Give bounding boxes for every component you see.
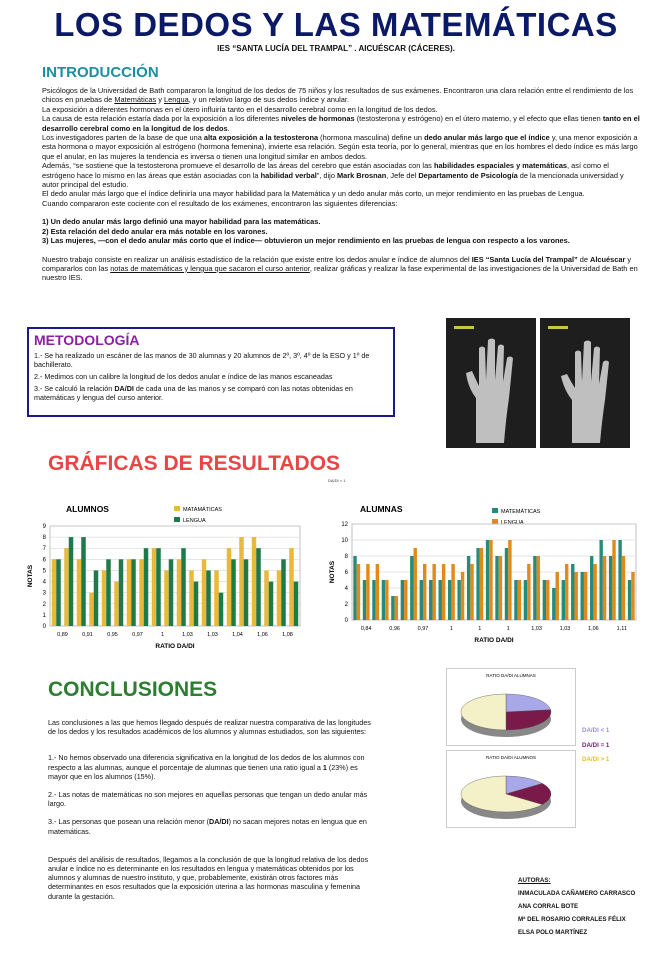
x-tick-label: 1,03 [182, 632, 193, 638]
bar [562, 580, 565, 620]
authors-heading: AUTORAS: [518, 877, 551, 884]
metodologia-box [27, 327, 395, 417]
finding-2: 2) Esta relación del dedo anular era más notable en los varones. [42, 226, 268, 236]
bar [152, 548, 157, 626]
bar [106, 559, 111, 626]
intro-paragraph: Psicólogos de la Universidad de Bath compararon la longitud de los dedos de 75 niños y los resultados de sus exámenes. Encontraron una clara relación entre el rendimiento de los chicos en pruebas de Matemáticas y Lengua, y un relativo largo de sus dedos índice y anular. [42, 86, 634, 105]
bar [81, 537, 86, 626]
author-name: INMACULADA CAÑAMERO CARRASCO [518, 890, 636, 897]
bar [194, 582, 199, 626]
intro-paragraph: Los investigadores parten de la base de que una alta exposición a la testosterona (hormona masculina) define un dedo anular más largo que el índice y, una menor exposición a esta hormona o mayor exposición al estrógeno (hormona femenina), invierte esa relación. Según esta teoría, por lo general, mientras que en los hombres el dedo índice es más largo que el anular, en las mujeres la tendencia es inversa o tienen una longitud similar en ambos dedos. [42, 133, 638, 161]
x-axis-label: RATIO DA/DI [155, 643, 195, 650]
metodologia-step-3: 3.- Se calculó la relación DA/DI de cada una de las manos y se comparó con las notas obtenidas en matemáticas y lengua del curso anterior. [34, 384, 353, 402]
bar [206, 570, 211, 626]
bar [353, 556, 356, 620]
bar [139, 559, 144, 626]
x-tick-label: 1,04 [232, 632, 243, 638]
bar [144, 548, 149, 626]
legend-label: MATEMÁTICAS [501, 509, 541, 515]
bar [533, 556, 536, 620]
bar [363, 580, 366, 620]
conclusion-2: 2.- Las notas de matemáticas no son mejores en aquellas personas que tengan un dedo anular más largo. [48, 790, 368, 809]
conclusion-1: 1.- No hemos observado una diferencia significativa en la longitud de los dedos de los alumnos con respecto a las alumnas, aunque el porcentaje de alumnas que tienen una ratio igual a 1 (23%) es mayor que en los alumnos (15%). [48, 753, 365, 781]
legend-swatch [492, 508, 498, 513]
bar [609, 556, 612, 620]
legend-label: LENGUA [183, 518, 206, 524]
x-tick-label: 1 [449, 626, 453, 632]
y-tick-label: 1 [42, 612, 46, 619]
x-axis-label: RATIO DA/DI [474, 637, 514, 644]
legend-swatch [492, 519, 498, 524]
bar [382, 580, 385, 620]
bar [169, 559, 174, 626]
x-tick-label: 1,11 [616, 626, 627, 632]
x-tick-label: 1 [478, 626, 482, 632]
x-tick-label: 1,03 [207, 632, 218, 638]
pie-alumnos [446, 750, 576, 828]
hand-scan-1 [446, 318, 536, 448]
pie-legend-lt: DA/DI < 1 [582, 727, 610, 734]
chart-alumnas [330, 498, 640, 648]
resultados-heading: GRÁFICAS DE RESULTADOS [48, 452, 341, 475]
pie-legend-gt: DA/DI > 1 [582, 756, 610, 763]
bar [231, 559, 236, 626]
bar [628, 580, 631, 620]
bar [64, 548, 69, 626]
bar [357, 564, 360, 620]
y-tick-label: 0 [42, 624, 46, 630]
bar [514, 580, 517, 620]
bar [457, 580, 460, 620]
bar [401, 580, 404, 620]
y-tick-label: 3 [42, 590, 46, 597]
bar [376, 564, 379, 620]
bar [94, 570, 99, 626]
bar [499, 556, 502, 620]
y-tick-label: 4 [42, 579, 46, 586]
hand-scan-2 [540, 318, 630, 448]
x-tick-label: 1,08 [282, 632, 293, 638]
bar [156, 548, 161, 626]
bar [269, 582, 274, 626]
bar [227, 548, 232, 626]
x-tick-label: 1,03 [559, 626, 571, 632]
x-tick-label: 0,84 [360, 626, 372, 632]
bar [429, 580, 432, 620]
bar [177, 559, 182, 626]
bar [89, 593, 94, 626]
bar [486, 540, 489, 620]
conclusiones-heading: CONCLUSIONES [48, 678, 218, 701]
bar [181, 548, 186, 626]
legend-label: LENGUA [501, 520, 524, 526]
y-tick-label: 2 [42, 601, 46, 608]
y-tick-label: 7 [42, 546, 46, 553]
bar [448, 580, 451, 620]
x-tick-label: 1,06 [588, 626, 599, 632]
bar [574, 572, 577, 620]
bar [489, 540, 492, 620]
bar [256, 548, 261, 626]
y-tick-label: 5 [42, 568, 46, 575]
pie-alumnas [446, 668, 576, 746]
bar [127, 559, 132, 626]
bar [372, 580, 375, 620]
pie-legend-eq: DA/DI = 1 [582, 742, 610, 749]
metodologia-step-1: 1.- Se ha realizado un escáner de las manos de 30 alumnas y 20 alumnos de 2º, 3º, 4º de la ESO y 1º de bachillerato. [34, 351, 370, 369]
bar [603, 556, 606, 620]
author-name: Mª DEL ROSARIO CORRALES FÉLIX [518, 916, 626, 923]
bar [77, 559, 82, 626]
bar [599, 540, 602, 620]
bar [189, 570, 194, 626]
bar [508, 540, 511, 620]
y-tick-label: 12 [341, 522, 348, 528]
bar [543, 580, 546, 620]
bar [202, 559, 207, 626]
bar [244, 559, 249, 626]
intro-paragraph: Nuestro trabajo consiste en realizar un análisis estadístico de la relación que existe entre los dedos anular e índice de alumnos del IES “Santa Lucía del Trampal” de Alcuéscar y compararlos con las notas de matemáticas y lengua que sacaron el curso anterior, realizar gráficas y realizar la fase experimental de las investigaciones de la Universidad de Bath en nuestro IES. [42, 254, 638, 283]
intro-text [42, 86, 642, 283]
y-tick-label: 8 [344, 554, 348, 560]
bar [423, 564, 426, 620]
bar [410, 556, 413, 620]
bar [404, 580, 407, 620]
chart-title: ALUMNAS [360, 504, 403, 514]
y-axis-label: NOTAS [329, 560, 336, 584]
bar [131, 559, 136, 626]
legend-swatch [174, 506, 180, 511]
bar [518, 580, 521, 620]
author-name: ANA CORRAL BOTE [518, 903, 579, 910]
x-tick-label: 0,97 [417, 626, 429, 632]
bar [590, 556, 593, 620]
y-tick-label: 4 [344, 586, 348, 592]
poster-subtitle: IES “SANTA LUCÍA DEL TRAMPAL” . AICUÉSCAR (CÁCERES). [217, 44, 455, 53]
bar [565, 564, 568, 620]
bar [432, 564, 435, 620]
y-tick-label: 8 [42, 535, 46, 542]
bar [420, 580, 423, 620]
x-tick-label: 0,91 [82, 632, 93, 638]
metodologia-heading: METODOLOGÍA [34, 332, 140, 348]
bar [618, 540, 621, 620]
x-tick-label: 1 [160, 632, 165, 638]
bar [537, 556, 540, 620]
bar [556, 572, 559, 620]
y-tick-label: 10 [341, 538, 348, 544]
bar [239, 537, 244, 626]
chart-alumnos [22, 498, 302, 648]
x-tick-label: 0,89 [57, 632, 68, 638]
bar [524, 580, 527, 620]
finding-3: 3) Las mujeres, —con el dedo anular más corto que el índice— obtuvieron un mejor rendimiento en las pruebas de lengua con respecto a los varones. [42, 236, 570, 246]
bar [442, 564, 445, 620]
intro-paragraph: La causa de esta relación estaría dada por la exposición a los diferentes niveles de hormonas (testosterona y estrógeno) en el útero materno, y el efecto que ellas tienen tanto en el desarrollo cerebral como en la longitud de los dedos. [42, 114, 640, 133]
bar [219, 593, 224, 626]
bar [414, 548, 417, 620]
bar [56, 559, 61, 626]
resultados-note: DA/DI < 1 [328, 478, 346, 483]
bar [622, 556, 625, 620]
bar [631, 572, 634, 620]
bar [470, 564, 473, 620]
pie-title: RATIO DA/DI ALUMNAS [486, 673, 536, 678]
bar [289, 548, 294, 626]
intro-paragraph: La exposición a diferentes hormonas en el útero influiría tanto en el desarrollo cerebral como en la longitud de los dedos. [42, 104, 438, 114]
intro-paragraph: Cuando compararon este cociente con el resultado de los exámenes, encontraron las siguientes diferencias: [42, 198, 398, 208]
bar [451, 564, 454, 620]
bar [252, 537, 257, 626]
bar [164, 570, 169, 626]
bar [391, 596, 394, 620]
bar [439, 580, 442, 620]
bar [119, 559, 124, 626]
bar [581, 572, 584, 620]
bar [612, 540, 615, 620]
plot-area [50, 526, 300, 626]
metodologia-step-2: 2.- Medimos con un calibre la longitud de los dedos anular e índice de las manos escaneadas [34, 372, 333, 381]
bar [69, 537, 74, 626]
legend-label: MATAMÁTICAS [183, 507, 222, 513]
bar [552, 588, 555, 620]
bar [467, 556, 470, 620]
conclusion-intro: Las conclusiones a las que hemos llegado después de realizar nuestra comparativa de las longitudes de los dedos y los resultados académicos de los alumnos y alumnas estudiados, son las siguientes: [48, 718, 371, 737]
y-tick-label: 6 [344, 570, 348, 576]
x-tick-label: 1,06 [257, 632, 268, 638]
y-tick-label: 2 [344, 602, 348, 608]
x-tick-label: 1 [506, 626, 510, 632]
y-tick-label: 0 [344, 618, 348, 624]
y-tick-label: 6 [42, 557, 46, 564]
bar [294, 582, 299, 626]
bar [366, 564, 369, 620]
bar [461, 572, 464, 620]
bar [264, 570, 269, 626]
author-name: ELSA POLO MARTÍNEZ [518, 929, 588, 936]
bar [476, 548, 479, 620]
x-tick-label: 0,96 [389, 626, 400, 632]
y-axis-label: NOTAS [27, 564, 34, 588]
x-tick-label: 0,97 [132, 632, 143, 638]
bar [395, 596, 398, 620]
bar [281, 559, 286, 626]
poster-title: LOS DEDOS Y LAS MATEMÁTICAS [54, 6, 618, 43]
intro-paragraph: Además, “se sostiene que la testosterona promueve el desarrollo de las áreas del cerebro que están asociadas con las habilidades espaciales y matemáticas, así como el estrógeno hace lo mismo en las áreas que están asociadas con la habilidad verbal”, dijo Mark Brosnan, Jefe del Departamento de Psicología de la mencionada universidad y autor principal del estudio. [42, 161, 624, 190]
conclusion-final: Después del análisis de resultados, llegamos a la conclusión de que la longitud relativa de los dedos anular e índice no es determinante en los resultados en lengua y matemáticas obtenidos por los alumnos y alumnas de nuestro instituto, y que, probablemente, existirán otros factores más determinantes en esos resultados que la exposición uterina a las hormonas masculina y femenina durante la gestación. [48, 854, 369, 901]
bar [571, 564, 574, 620]
bar [277, 570, 282, 626]
y-tick-label: 9 [42, 524, 46, 530]
bar [584, 572, 587, 620]
bar [114, 582, 119, 626]
bar [480, 548, 483, 620]
legend-swatch [174, 517, 180, 522]
bar [102, 570, 107, 626]
chart-title: ALUMNOS [66, 504, 109, 514]
bar [546, 580, 549, 620]
bar [527, 564, 530, 620]
finding-1: 1) Un dedo anular más largo definió una mayor habilidad para las matemáticas. [42, 217, 321, 227]
conclusion-3: 3.- Las personas que posean una relación menor (DA/DI) no sacan mejores notas en lengua que en matemáticas. [48, 817, 367, 836]
intro-paragraph: El dedo anular más largo que el índice definiría una mayor habilidad para la Matemática y un dedo anular más corto, un mejor rendimiento en las pruebas de Lengua. [42, 189, 585, 199]
x-tick-label: 1,03 [531, 626, 542, 632]
pie-title: RATIO DA/DI ALUMNOS [486, 755, 536, 760]
conclusiones-text [48, 718, 378, 910]
bar [593, 564, 596, 620]
bar [505, 548, 508, 620]
intro-heading: INTRODUCCIÓN [42, 64, 159, 81]
bar [495, 556, 498, 620]
authors-block [518, 874, 658, 939]
x-tick-label: 0,95 [107, 632, 118, 638]
bar [385, 580, 388, 620]
bar [52, 559, 57, 626]
bar [214, 570, 219, 626]
